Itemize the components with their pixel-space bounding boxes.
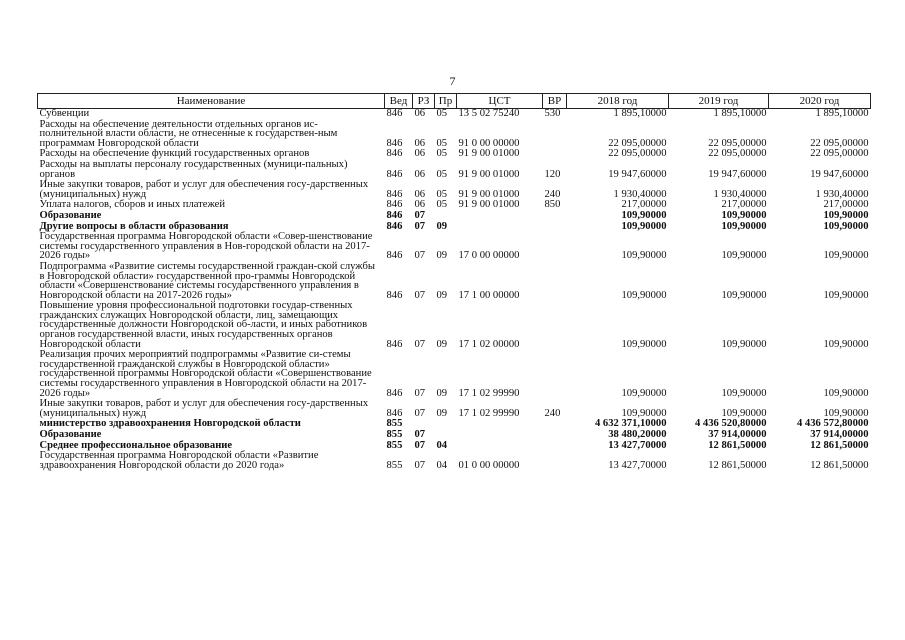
row-cst: 17 1 02 99990: [458, 407, 520, 419]
row-pr: [435, 211, 457, 222]
row-name: Иные закупки товаров, работ и услуг для обеспечения госу-дарственных (муниципальных) нужд: [39, 398, 369, 419]
row-name: Повышение уровня профессиональной подготовки государ-ственных гражданских служащих Новгородской области, лиц, замещающих государственные должности Новгородской об-ласти, и иных работников органов государственной власти, иных государственных органов Новгородской области: [39, 300, 368, 350]
row-ved: 846: [386, 250, 403, 262]
row-vr: 240: [544, 407, 561, 419]
header-name: Наименование: [38, 94, 385, 109]
row-cst: [457, 222, 543, 233]
row-pr: 09: [436, 289, 448, 301]
table-body: [38, 109, 871, 472]
row-rz: 06: [414, 137, 426, 149]
row-ved: 846: [386, 220, 403, 232]
row-pr: 09: [436, 250, 448, 262]
row-2018: 109,90000: [621, 338, 667, 350]
row-cst: 91 9 00 01000: [458, 188, 520, 200]
row-2019: 109,90000: [721, 407, 767, 419]
row-ved: 846: [386, 407, 403, 419]
row-name: Другие вопросы в области образования: [39, 220, 229, 232]
row-2019: 109,90000: [721, 220, 767, 232]
row-ved: 846: [386, 137, 403, 149]
row-vr: [543, 120, 567, 150]
row-cst: 01 0 00 00000: [458, 459, 520, 471]
row-rz: 07: [414, 338, 426, 350]
row-vr: [543, 222, 567, 233]
table-row: [38, 301, 871, 350]
row-2018: 38 480,20000: [608, 429, 667, 440]
table-row: [38, 109, 871, 120]
row-pr: 09: [436, 407, 448, 419]
row-2019: 109,90000: [721, 250, 767, 262]
row-vr: 530: [544, 108, 561, 119]
row-2018: 109,90000: [621, 387, 667, 399]
row-name: Образование: [39, 429, 102, 440]
row-cst: 17 0 00 00000: [458, 250, 520, 262]
row-pr: 09: [436, 387, 448, 399]
table-row: [38, 211, 871, 222]
row-2019: 12 861,50000: [708, 439, 767, 451]
row-cst: 17 1 02 99990: [458, 387, 520, 399]
row-ved: 846: [386, 289, 403, 301]
row-name: Среднее профессиональное образование: [39, 439, 233, 451]
row-ved: 846: [386, 168, 403, 180]
table-row: [38, 180, 871, 200]
row-vr: [543, 441, 567, 452]
row-2020: 109,90000: [823, 220, 869, 232]
row-2018: 109,90000: [621, 289, 667, 301]
table-row: [38, 399, 871, 419]
row-name: Иные закупки товаров, работ и услуг для обеспечения госу-дарственных (муниципальных) нужд: [39, 179, 369, 200]
row-2020: 109,90000: [823, 338, 869, 350]
row-name: Реализация прочих мероприятий подпрограммы «Развитие си-стемы государственной гражданской службы в Новгородской области» государственной программы Новгородской области «Совершенствование системы государственного управления в Новгородской области на 2017-2026 годы»: [39, 349, 372, 399]
row-pr: 05: [436, 188, 448, 200]
row-2019: 1 930,40000: [713, 188, 767, 200]
row-2020: 22 095,00000: [810, 137, 869, 149]
header-rz: РЗ: [413, 94, 435, 109]
row-2019: 109,90000: [721, 338, 767, 350]
table-row: [38, 430, 871, 441]
row-ved: 846: [386, 108, 403, 119]
table-row: [38, 120, 871, 150]
row-cst: [457, 441, 543, 452]
row-pr: [435, 419, 457, 430]
row-cst: 91 9 00 01000: [458, 168, 520, 180]
row-rz: 07: [414, 459, 426, 471]
row-ved: 855: [386, 439, 403, 451]
row-rz: 06: [414, 168, 426, 180]
row-2020: 19 947,60000: [810, 168, 869, 180]
row-pr: 09: [436, 338, 448, 350]
row-2020: 109,90000: [823, 209, 869, 221]
row-2019: 217,00000: [721, 199, 767, 211]
row-2019: 4 436 520,80000: [694, 418, 767, 430]
budget-table: [37, 93, 871, 471]
row-cst: 17 1 02 00000: [458, 338, 520, 350]
row-rz: 06: [414, 148, 426, 160]
row-rz: 06: [414, 199, 426, 211]
row-ved: 846: [386, 338, 403, 350]
row-2018: 1 930,40000: [613, 188, 667, 200]
table-row: [38, 350, 871, 399]
row-2020: 37 914,00000: [810, 429, 869, 440]
row-cst: 13 5 02 75240: [458, 108, 520, 119]
row-ved: 855: [386, 429, 403, 440]
row-rz: 07: [414, 429, 426, 440]
row-2020: 109,90000: [823, 250, 869, 262]
row-rz: 07: [414, 387, 426, 399]
row-ved: 846: [386, 199, 403, 211]
row-vr: [543, 301, 567, 350]
row-cst: 17 1 00 00000: [458, 289, 520, 301]
row-2019: 1 895,10000: [713, 108, 767, 119]
row-vr: [543, 211, 567, 222]
row-cst: 91 9 00 01000: [458, 199, 520, 211]
row-2019: 109,90000: [721, 289, 767, 301]
row-cst: [457, 419, 543, 430]
row-rz: 06: [414, 108, 426, 119]
row-2019: 109,90000: [721, 209, 767, 221]
table-row: [38, 160, 871, 180]
row-rz: 07: [414, 407, 426, 419]
row-ved: 846: [386, 209, 403, 221]
row-cst: [457, 430, 543, 441]
row-2020: 109,90000: [823, 407, 869, 419]
row-2020: 12 861,50000: [810, 459, 869, 471]
row-pr: 05: [436, 168, 448, 180]
row-pr: 05: [436, 108, 448, 119]
row-ved: 846: [386, 148, 403, 160]
row-ved: 855: [386, 459, 403, 471]
row-2018: 19 947,60000: [608, 168, 667, 180]
row-vr: [543, 232, 567, 262]
header-pr: Пр: [435, 94, 457, 109]
row-2020: 4 436 572,80000: [796, 418, 869, 430]
row-2019: 22 095,00000: [708, 148, 767, 160]
row-cst: [457, 211, 543, 222]
row-2018: 109,90000: [621, 407, 667, 419]
row-rz: 07: [414, 220, 426, 232]
row-vr: 240: [544, 188, 561, 200]
row-pr: 04: [436, 459, 448, 471]
row-pr: 05: [436, 137, 448, 149]
row-2019: 22 095,00000: [708, 137, 767, 149]
row-ved: 846: [386, 188, 403, 200]
row-2018: 22 095,00000: [608, 137, 667, 149]
row-2018: 22 095,00000: [608, 148, 667, 160]
row-name: Расходы на выплаты персоналу государственных (муници-пальных) органов: [39, 158, 348, 180]
row-name: министерство здравоохранения Новгородской области: [39, 418, 301, 430]
row-vr: [543, 350, 567, 399]
row-2020: 12 861,50000: [810, 439, 869, 451]
row-vr: 120: [544, 168, 561, 180]
row-vr: [543, 430, 567, 441]
row-2020: 109,90000: [823, 387, 869, 399]
row-pr: [435, 430, 457, 441]
row-2019: 109,90000: [721, 387, 767, 399]
row-2019: 19 947,60000: [708, 168, 767, 180]
row-vr: [543, 451, 567, 471]
row-rz: 07: [414, 209, 426, 221]
row-2018: 109,90000: [621, 250, 667, 262]
row-name: Расходы на обеспечение функций государственных органов: [39, 148, 310, 160]
row-2018: 13 427,70000: [608, 459, 667, 471]
row-pr: 05: [436, 199, 448, 211]
header-vr: ВР: [543, 94, 567, 109]
table-row: [38, 232, 871, 262]
row-rz: 07: [414, 289, 426, 301]
table-row: [38, 262, 871, 301]
row-rz: 07: [414, 250, 426, 262]
row-pr: 04: [436, 439, 448, 451]
row-rz: 07: [414, 439, 426, 451]
row-name: Образование: [39, 209, 102, 221]
row-pr: 05: [436, 148, 448, 160]
table-header-row: [38, 94, 871, 109]
header-cst: ЦСТ: [457, 94, 543, 109]
header-2020: 2020 год: [769, 94, 871, 109]
row-cst: 91 9 00 01000: [458, 148, 520, 160]
row-name: Субвенции: [39, 108, 90, 119]
row-name: Государственная программа Новгородской области «Развитие здравоохранения Новгородской области до 2020 года»: [39, 450, 319, 471]
row-vr: [543, 262, 567, 301]
row-rz: 06: [414, 188, 426, 200]
row-pr: 09: [436, 220, 448, 232]
row-2018: 217,00000: [621, 199, 667, 211]
row-name: Уплата налогов, сборов и иных платежей: [39, 199, 226, 211]
row-vr: [543, 149, 567, 160]
row-cst: 91 0 00 00000: [458, 137, 520, 149]
row-2018: 13 427,70000: [608, 439, 667, 451]
header-2018: 2018 год: [567, 94, 669, 109]
table-row: [38, 451, 871, 471]
row-2020: 1 930,40000: [815, 188, 869, 200]
row-2019: 12 861,50000: [708, 459, 767, 471]
row-2018: 1 895,10000: [613, 108, 667, 119]
row-2019: 37 914,00000: [708, 429, 767, 440]
row-ved: 855: [386, 418, 403, 430]
row-2018: 109,90000: [621, 209, 667, 221]
page-number: 7: [449, 74, 456, 88]
row-name: Расходы на обеспечение деятельности отдельных органов ис-полнительной власти области, не отнесенные к государствен-ным программам Новгородской области: [39, 118, 338, 149]
header-2019: 2019 год: [669, 94, 769, 109]
row-2018: 109,90000: [621, 220, 667, 232]
header-ved: Вед: [385, 94, 413, 109]
row-name: Государственная программа Новгородской области «Совер-шенствование системы государственного управления в Нов-городской области на 2017-2026 годы»: [39, 231, 373, 262]
row-name: Подпрограмма «Развитие системы государственной граждан-ской службы в Новгородской области» государственной про-граммы Новгородской области «Совершенствование системы государственного управления в Новгородской области на 2017-2026 годы»: [39, 260, 375, 301]
row-vr: 850: [544, 199, 561, 211]
row-vr: [543, 419, 567, 430]
row-2020: 217,00000: [823, 199, 869, 211]
row-2018: 4 632 371,10000: [594, 418, 667, 430]
row-2020: 22 095,00000: [810, 148, 869, 160]
row-2020: 1 895,10000: [815, 108, 869, 119]
row-2020: 109,90000: [823, 289, 869, 301]
row-ved: 846: [386, 387, 403, 399]
